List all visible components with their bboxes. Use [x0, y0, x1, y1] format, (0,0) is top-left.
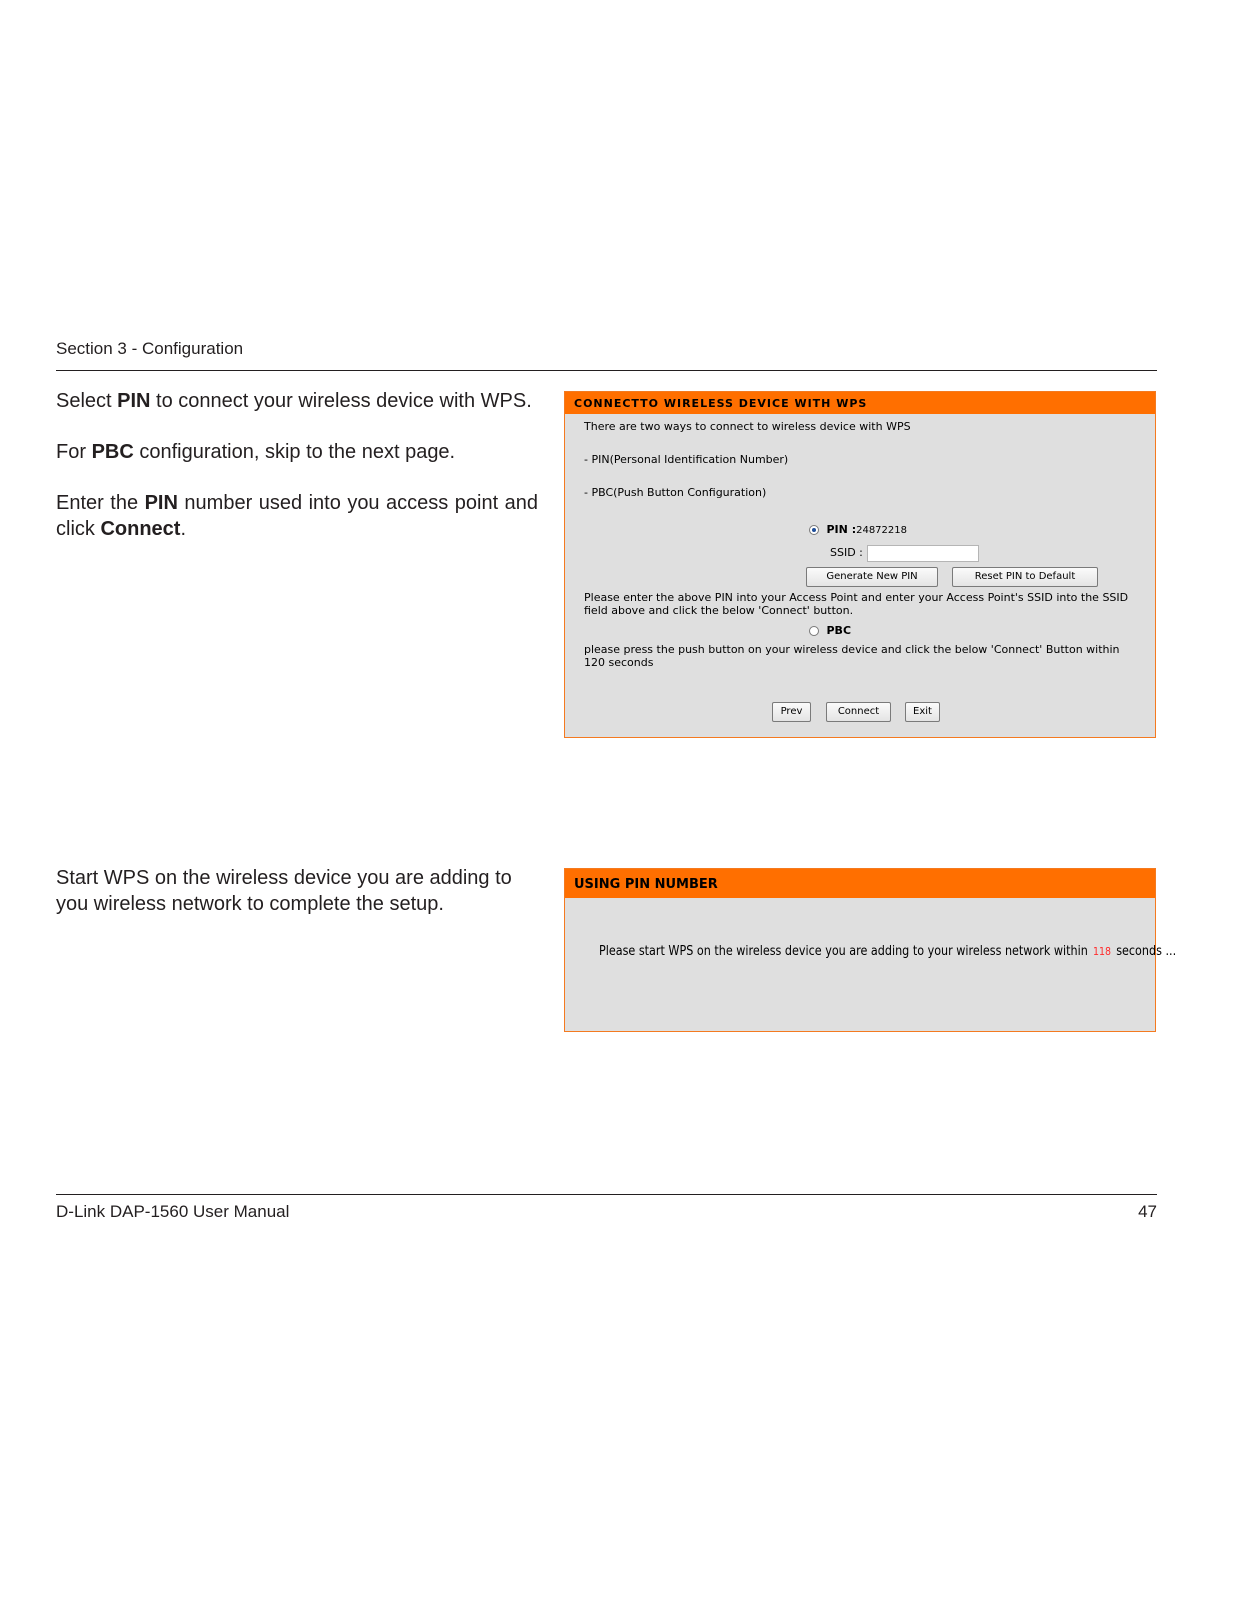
page-number: 47: [1138, 1202, 1157, 1221]
instruction-enter-pin: Enter the PIN number used into you access point and click Connect.: [56, 492, 539, 540]
wps-connect-panel: [564, 391, 1156, 738]
pin-instructions: Please enter the above PIN into your Access Point and enter your Access Point's SSID into the SSID field above and click the below 'Connect' button.: [584, 591, 1129, 617]
pbc-label: PBC: [826, 624, 852, 637]
wps-option-pbc-text: - PBC(Push Button Configuration): [584, 486, 767, 499]
pin-radio[interactable]: [809, 525, 819, 535]
exit-button[interactable]: Exit: [905, 702, 940, 722]
pin-label: PIN :: [826, 523, 857, 536]
footer-rule: [56, 1194, 1157, 1195]
instructions-block-1: [56, 388, 538, 567]
pbc-radio-row: [809, 624, 851, 637]
instructions-block-2: [56, 865, 538, 942]
using-pin-panel: [564, 868, 1177, 1032]
instruction-start-wps: Start WPS on the wireless device you are adding to you wireless network to complete the setup.: [56, 867, 512, 915]
pin-radio-row: [809, 523, 907, 536]
wps-option-pin-text: - PIN(Personal Identification Number): [584, 453, 789, 466]
countdown-seconds: 118: [1092, 945, 1112, 958]
instruction-select-pin: Select PIN to connect your wireless device with WPS.: [56, 390, 532, 412]
wps-wait-message: Please start WPS on the wireless device you are adding to your wireless network within 118 seconds ...: [599, 944, 1177, 959]
wps-intro-text: There are two ways to connect to wireless device with WPS: [584, 420, 911, 433]
wps-panel-title: CONNECTTO WIRELESS DEVICE WITH WPS: [565, 392, 1155, 414]
pin-value: 24872218: [856, 525, 907, 536]
ssid-label: SSID :: [830, 546, 863, 559]
connect-button[interactable]: Connect: [826, 702, 891, 722]
using-pin-title: USING PIN NUMBER: [565, 869, 1155, 898]
reset-pin-button[interactable]: Reset PIN to Default: [952, 567, 1098, 587]
pbc-radio[interactable]: [809, 626, 819, 636]
pbc-instructions: please press the push button on your wireless device and click the below 'Connect' Button within 120 seconds: [584, 643, 1120, 669]
section-header: Section 3 - Configuration: [56, 339, 244, 358]
instruction-pbc: For PBC configuration, skip to the next page.: [56, 441, 456, 463]
generate-new-pin-button[interactable]: Generate New PIN: [806, 567, 938, 587]
prev-button[interactable]: Prev: [772, 702, 811, 722]
header-rule: [56, 370, 1157, 371]
footer-manual-title: D-Link DAP-1560 User Manual: [56, 1202, 290, 1221]
ssid-input[interactable]: [867, 545, 979, 562]
